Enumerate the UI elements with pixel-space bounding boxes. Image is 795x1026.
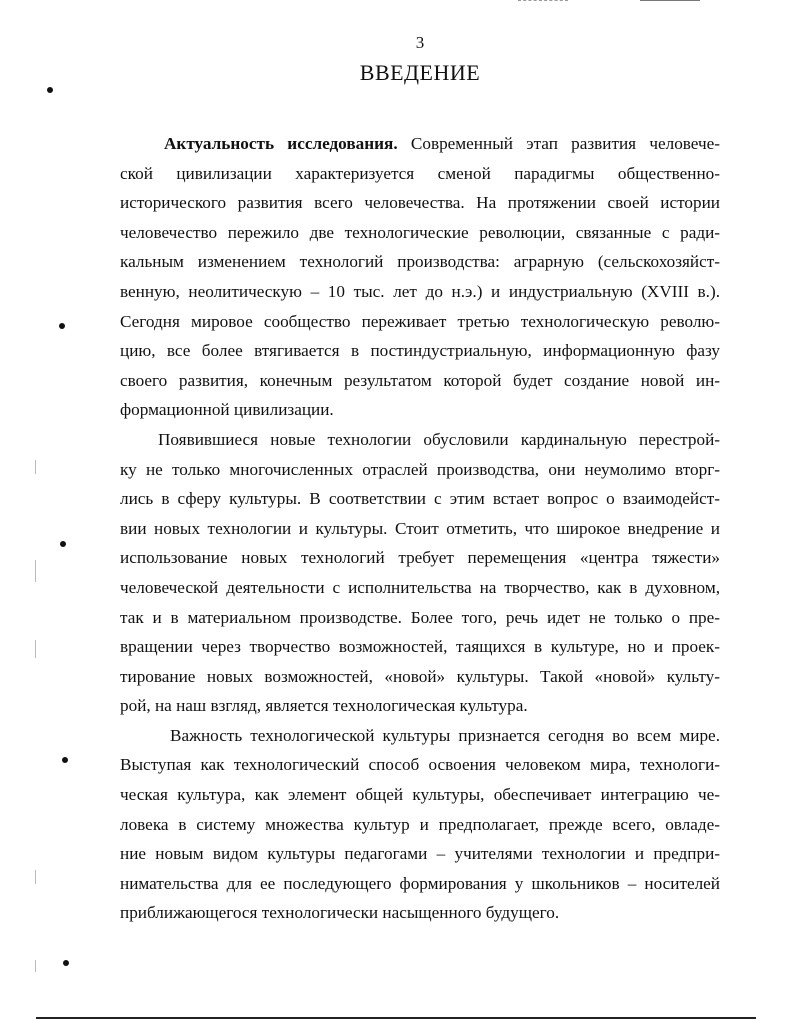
paragraph-3 <box>120 721 720 928</box>
text-line: ской цивилизации характеризуется сменой парадигмы общественно- <box>120 163 720 183</box>
margin-tick <box>35 460 36 474</box>
text-line: использование новых технологий требует перемещения «центра тяжести» <box>120 548 720 568</box>
text-line: человеческой деятельности с исполнительства на творчество, как в духовном, <box>120 577 720 597</box>
text-line: ческая культура, как элемент общей культуры, обеспечивает интеграцию че- <box>120 785 720 805</box>
text-line: приближающегося технологически насыщенного будущего. <box>120 903 560 923</box>
text-line: кальным изменением технологий производства: аграрную (сельскохозяйст- <box>120 252 720 272</box>
margin-tick <box>35 640 36 658</box>
text-line: вращении через творчество возможностей, таящихся в культуре, но и проек- <box>120 637 720 657</box>
text-line: человечество пережило две технологические революции, связанные с ради- <box>120 222 720 242</box>
scan-dot <box>63 960 69 966</box>
margin-tick <box>35 560 36 582</box>
text-line: Выступая как технологический способ освоения человеком мира, технологи- <box>120 755 720 775</box>
paragraph-2 <box>120 425 720 721</box>
scan-artifact-top <box>640 0 700 5</box>
text-line: лись в сферу культуры. В соответствии с этим встает вопрос о взаимодейст- <box>120 489 720 509</box>
text-line: так и в материальном производстве. Более того, речь идет не только о пре- <box>120 607 720 627</box>
text-line: Сегодня мировое сообщество переживает третью технологическую револю- <box>120 311 720 331</box>
text-line: ние новым видом культуры педагогами – учителями технологии и предпри- <box>120 844 720 864</box>
margin-tick <box>35 870 36 884</box>
text-line: своего развития, конечным результатом которой будет создание новой ин- <box>120 370 720 390</box>
scan-artifact-top <box>518 0 568 5</box>
margin-tick <box>35 960 36 972</box>
text-line: ку не только многочисленных отраслей производства, они неумолимо вторг- <box>120 459 720 479</box>
text-line: цию, все более втягивается в постиндустриальную, информационную фазу <box>120 341 720 361</box>
text-line: венную, неолитическую – 10 тыс. лет до н.э.) и индустриальную (XVIII в.). <box>120 281 720 301</box>
page-title: ВВЕДЕНИЕ <box>359 60 481 85</box>
text-line: тирование новых возможностей, «новой» культуры. Такой «новой» культу- <box>120 666 720 686</box>
bold-lead: Актуальность исследования. <box>164 134 398 153</box>
text-line: нимательства для ее последующего формирования у школьников – носителей <box>120 873 720 893</box>
text-line: ловека в систему множества культур и предполагает, прежде всего, овладе- <box>120 814 720 834</box>
bottom-edge-rule <box>36 1017 756 1019</box>
scan-dot <box>47 87 53 93</box>
paragraph-1 <box>120 129 720 425</box>
text-line: вии новых технологии и культуры. Стоит отметить, что широкое внедрение и <box>120 518 720 538</box>
text-span: Современный этап развития человече- <box>397 134 721 153</box>
text-line <box>120 129 720 159</box>
body-text <box>120 129 720 928</box>
text-line: Появившиеся новые технологии обусловили кардинальную перестрой- <box>158 429 720 449</box>
scan-dot <box>59 323 65 329</box>
text-line: исторического развития всего человечества. На протяжении своей истории <box>120 193 720 213</box>
text-line: формационной цивилизации. <box>120 400 334 420</box>
page-number: 3 <box>415 33 425 52</box>
text-line: Важность технологической культуры признается сегодня во всем мире. <box>170 725 720 745</box>
scan-dot <box>62 757 68 763</box>
scan-dot <box>60 541 66 547</box>
text-line: рой, на наш взгляд, является технологическая культура. <box>120 696 528 716</box>
